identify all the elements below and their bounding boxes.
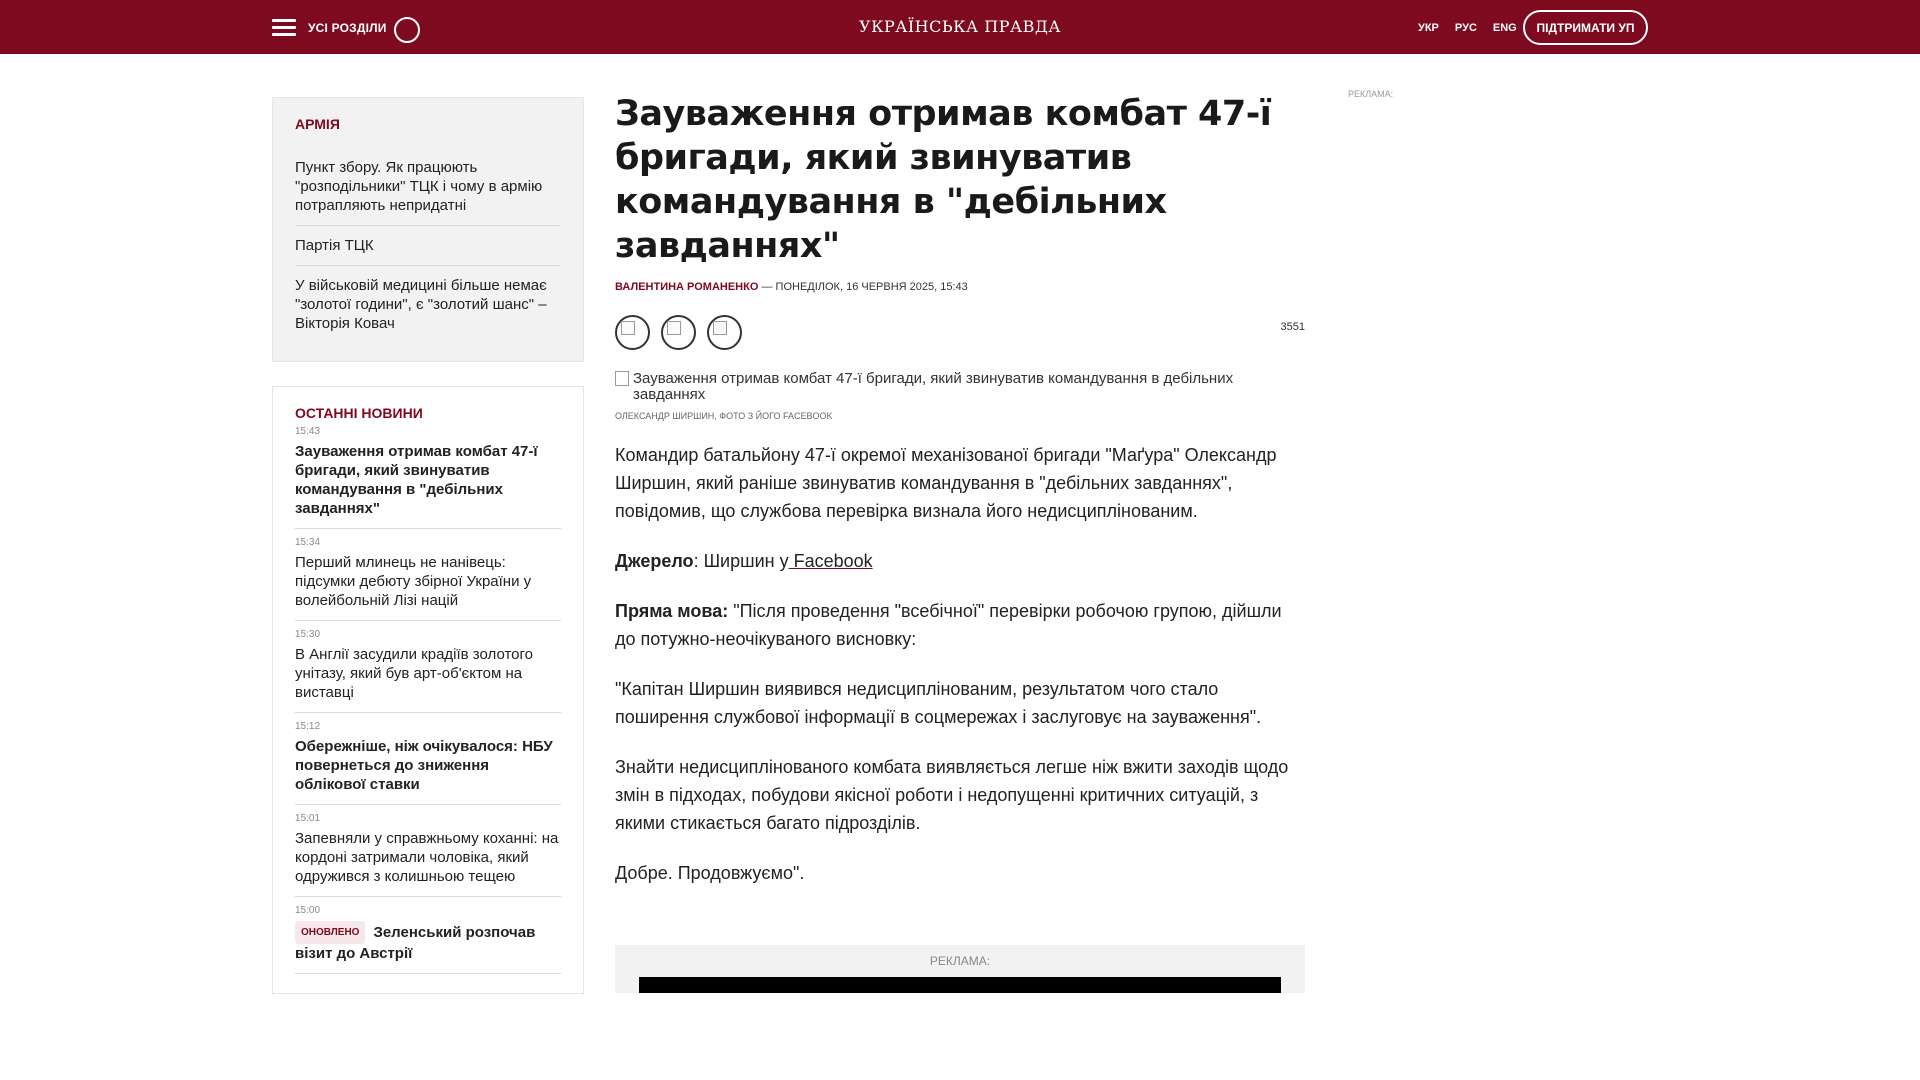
news-headline[interactable] (295, 829, 561, 886)
news-headline[interactable] (295, 442, 561, 518)
latest-news-title[interactable]: ОСТАННІ НОВИНИ (295, 405, 423, 421)
news-headline-text: Зауваження отримав комбат 47-ї бригади, який звинуватив командування в "дебільних завданнях" (295, 443, 538, 517)
article-paragraph: Добре. Продовжуємо". (615, 863, 805, 883)
news-item[interactable] (295, 537, 561, 621)
news-item[interactable] (295, 426, 561, 529)
news-time: 15:30 (295, 629, 321, 640)
news-time: 15:01 (295, 813, 321, 824)
article-source (615, 547, 1305, 575)
photo-caption: ОЛЕКСАНДР ШИРШИН, ФОТО З ЙОГО FACEBOOK (615, 411, 833, 421)
news-time: 15:34 (295, 537, 321, 548)
lang-rus-link[interactable]: РУС (1454, 22, 1477, 34)
inline-ad-label: РЕКЛАМА: (929, 954, 991, 968)
news-headline-text: В Англії засудили крадіїв золотого унітазу, який був арт-об'єктом на виставці (295, 646, 533, 701)
article-title: Зауваження отримав комбат 47-ї бригади, який звинуватив командування в "дебільних завданнях" (615, 94, 1272, 266)
broken-image-icon (615, 371, 629, 386)
article-paragraph: Знайти недисциплінованого комбата виявляється легше ніж вжити заходів щодо змін в підходах, побудови якісної роботи і недопущенні критичних ситуацій, з якими стикається багато підрозділів. (615, 757, 1289, 833)
news-headline-text: Перший млинець не нанівець: підсумки дебюту збірної України у волейбольній Лізі націй (295, 554, 532, 609)
article-lead: Командир батальйону 47-ї окремої механізованої бригади "Маґура" Олександр Ширшин, який раніше звинуватив командування в "дебільних завданнях", повідомив, що службова перевірка визнала його недисциплінованим. (615, 445, 1277, 521)
source-label: Джерело (615, 551, 694, 571)
facebook-source-link[interactable]: Facebook (788, 551, 873, 571)
byline-separator: — (761, 281, 776, 293)
site-logo[interactable]: УКРАЇНСЬКА ПРАВДА (859, 17, 1061, 36)
news-time: 15:12 (295, 721, 321, 732)
news-headline[interactable] (295, 645, 561, 702)
article-photo (615, 371, 1305, 403)
news-item[interactable] (295, 813, 561, 897)
quote-text: "Після проведення "всебічної" перевірки робочою групою, дійшли до потужно-неочікуваного висновку: (615, 601, 1282, 649)
article-byline (615, 281, 1305, 293)
news-headline-text: Запевняли у справжньому коханні: на кордоні затримали чоловіка, який одружився з колишньою тещею (295, 830, 559, 885)
side-ad-label: РЕКЛАМА: (1348, 89, 1394, 99)
news-headline-text: Обережніше, ніж очікувалося: НБУ повернеться до зниження облікової ставки (295, 738, 553, 793)
tag-related-item[interactable]: Партія ТЦК (295, 226, 561, 266)
latest-news-feed (272, 386, 584, 994)
tag-related-block (272, 97, 584, 362)
news-headline[interactable] (295, 921, 561, 963)
language-switcher (1418, 22, 1517, 34)
article-paragraph: "Капітан Ширшин виявився недисциплінованим, результатом чого стало поширення службової інформації в соцмережах і заслуговує на зауваження". (615, 679, 1262, 727)
share-facebook-icon[interactable] (615, 315, 650, 350)
share-row (615, 315, 1305, 351)
quote-label: Пряма мова: (615, 601, 729, 621)
tag-related-item[interactable]: У військовій медицині більше немає "золотої години", є "золотий шанс" – Вікторія Ковач (295, 277, 547, 332)
news-item[interactable] (295, 721, 561, 805)
tag-related-item[interactable]: Пункт збору. Як працюють "розподільники" ТЦК і чому в армію потрапляють непридатні (295, 148, 561, 226)
article-photo-alt: Зауваження отримав комбат 47-ї бригади, який звинуватив командування в дебільних завданнях (633, 370, 1234, 403)
news-headline[interactable] (295, 737, 561, 794)
source-text: : Ширшин у (693, 551, 789, 571)
article-quote (615, 597, 1305, 653)
news-time: 15:43 (295, 426, 321, 437)
news-headline[interactable] (295, 553, 561, 610)
share-telegram-icon[interactable] (707, 315, 742, 350)
views-count: 3551 (1280, 321, 1305, 333)
all-sections-label: УСІ РОЗДІЛИ (308, 20, 387, 35)
updated-badge: ОНОВЛЕНО (295, 921, 365, 944)
lang-ukr-link[interactable]: УКР (1418, 22, 1439, 34)
article-date: ПОНЕДІЛОК, 16 ЧЕРВНЯ 2025, 15:43 (775, 281, 968, 293)
site-header (0, 0, 1920, 54)
news-item[interactable] (295, 905, 561, 974)
tag-title-link[interactable]: АРМІЯ (295, 116, 340, 132)
news-item[interactable] (295, 629, 561, 713)
author-link[interactable]: ВАЛЕНТИНА РОМАНЕНКО (615, 281, 759, 293)
inline-ad-banner[interactable] (639, 977, 1281, 993)
lang-eng-link[interactable]: ENG (1492, 22, 1517, 34)
latest-news-list (295, 426, 561, 974)
news-headline-text: Зеленський розпочав візит до Австрії (295, 924, 536, 962)
share-twitter-icon[interactable] (661, 315, 696, 350)
support-button[interactable]: ПІДТРИМАТИ УП (1523, 10, 1648, 45)
article (615, 92, 1305, 887)
inline-ad (615, 945, 1305, 993)
news-time: 15:00 (295, 905, 321, 916)
